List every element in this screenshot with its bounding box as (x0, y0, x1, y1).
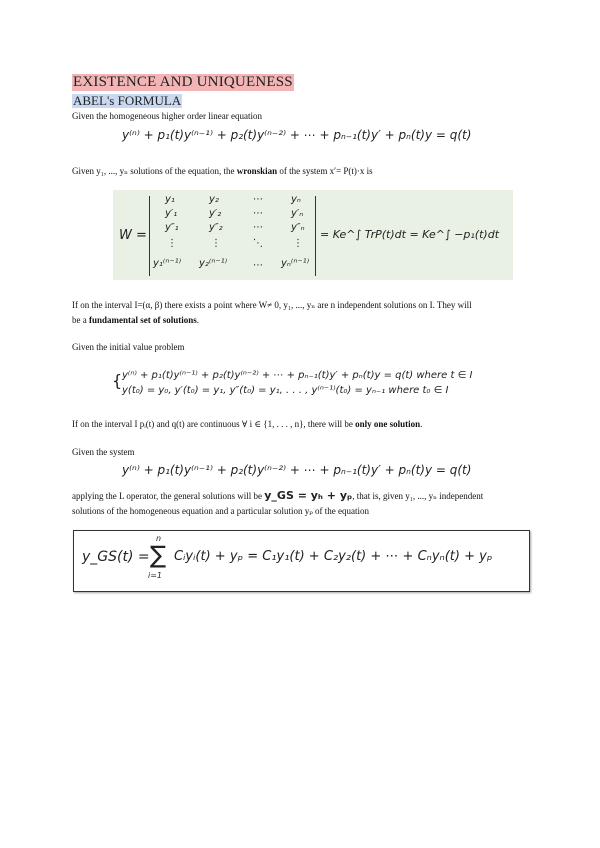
matrix-cell: y″ₙ (291, 222, 305, 233)
ivp-intro: Given the initial value problem (72, 342, 185, 352)
matrix-cell: y₁ (165, 194, 175, 205)
abel-result: = Ke^∫ TrP(t)dt = Ke^∫ −p₁(t)dt (320, 228, 500, 241)
general-prefix: applying the L operator, the general solutions will be (72, 491, 263, 501)
matrix-cell: yₙ⁽ⁿ⁻¹⁾ (281, 258, 310, 269)
matrix-cell: y″₁ (165, 222, 179, 233)
fundamental-term: fundamental set of solutions (89, 315, 197, 325)
system-intro: Given the system (72, 447, 135, 457)
matrix-cell: ⋱ (253, 238, 263, 249)
intro-text: Given the homogeneous higher order linear equation (72, 111, 262, 121)
sum-upper-limit: n (156, 534, 162, 543)
uniqueness-term: only one solution (355, 419, 421, 429)
matrix-cell: y′₁ (165, 208, 178, 219)
matrix-cell: yₙ (291, 194, 301, 205)
general-suffix: , that is, given y₁, ..., yₙ independent (352, 491, 484, 501)
matrix-cell: ⋮ (211, 238, 221, 249)
page-title: EXISTENCE AND UNIQUENESS (73, 74, 293, 90)
determinant-bar-right (315, 196, 316, 276)
wronskian-intro-prefix: Given y₁, ..., yₙ solutions of the equation, the (72, 166, 235, 176)
matrix-cell: ⋮ (167, 238, 177, 249)
sum-lower-limit: i=1 (148, 571, 163, 580)
system-equation: y⁽ⁿ⁾ + p₁(t)y⁽ⁿ⁻¹⁾ + p₂(t)y⁽ⁿ⁻²⁾ + ⋯ + pₙ₋₁(t)y′ + pₙ(t)y = q(t) (122, 463, 472, 477)
matrix-cell: y′₂ (209, 208, 222, 219)
matrix-cell: ⋯ (253, 208, 263, 219)
section-subtitle: ABEL's FORMULA (73, 93, 182, 108)
wronskian-term: wronskian (236, 166, 278, 176)
matrix-cell: y′ₙ (291, 208, 304, 219)
general-formula: y_GS = yₕ + yₚ (264, 489, 353, 502)
matrix-cell: ⋮ (293, 238, 303, 249)
sum-symbol: ∑ (150, 541, 167, 569)
general-solution-line1 (72, 490, 483, 502)
matrix-cell: ⋯ (253, 222, 263, 233)
matrix-cell: y₂⁽ⁿ⁻¹⁾ (199, 258, 228, 269)
general-solution-line2: solutions of the homogeneous equation and a particular solution yₚ of the equation (72, 506, 370, 516)
fundamental-line1: If on the interval I=(α, β) there exists a point where W≠ 0, y₁, ..., yₙ are n independent solutions on I. They will (72, 300, 472, 310)
matrix-cell: ⋯ (253, 194, 263, 205)
uniqueness-suffix: . (420, 419, 423, 429)
matrix-cell: y″₂ (209, 222, 223, 233)
ivp-brace: { (112, 371, 123, 390)
fundamental-prefix: be a (72, 315, 87, 325)
fundamental-line2 (72, 314, 199, 326)
wronskian-label: W = (119, 228, 147, 243)
gs-lhs: y_GS(t) = (82, 549, 150, 565)
matrix-cell: ⋯ (253, 260, 263, 271)
matrix-cell: y₁⁽ⁿ⁻¹⁾ (153, 258, 182, 269)
wronskian-intro (72, 165, 373, 177)
determinant-bar-left (149, 196, 150, 276)
matrix-cell: y₂ (209, 194, 219, 205)
gs-rhs: Cᵢyᵢ(t) + yₚ = C₁y₁(t) + C₂y₂(t) + ⋯ + Cₙyₙ(t) + yₚ (174, 549, 493, 564)
ivp-equation: y⁽ⁿ⁾ + p₁(t)y⁽ⁿ⁻¹⁾ + p₂(t)y⁽ⁿ⁻²⁾ + ⋯ + pₙ₋₁(t)y′ + pₙ(t)y = q(t) where t ∈ I (122, 370, 473, 381)
uniqueness-text (72, 418, 422, 430)
wronskian-intro-suffix: of the system x′= P(t)·x is (279, 166, 373, 176)
homogeneous-equation: y⁽ⁿ⁾ + p₁(t)y⁽ⁿ⁻¹⁾ + p₂(t)y⁽ⁿ⁻²⁾ + ⋯ + pₙ₋₁(t)y′ + pₙ(t)y = q(t) (122, 128, 472, 142)
uniqueness-prefix: If on the interval I pᵢ(t) and q(t) are continuous ∀ i ∈ {1, . . . , n}, there will be (72, 419, 353, 429)
wronskian-matrix-box (113, 190, 513, 280)
ivp-initial-conditions: y(t₀) = y₀, y′(t₀) = y₁, y″(t₀) = y₁, . . . , y⁽ⁿ⁻¹⁾(t₀) = yₙ₋₁ where t₀ ∈ I (122, 385, 449, 396)
fundamental-suffix: . (196, 315, 200, 325)
general-solution-box (73, 530, 530, 592)
